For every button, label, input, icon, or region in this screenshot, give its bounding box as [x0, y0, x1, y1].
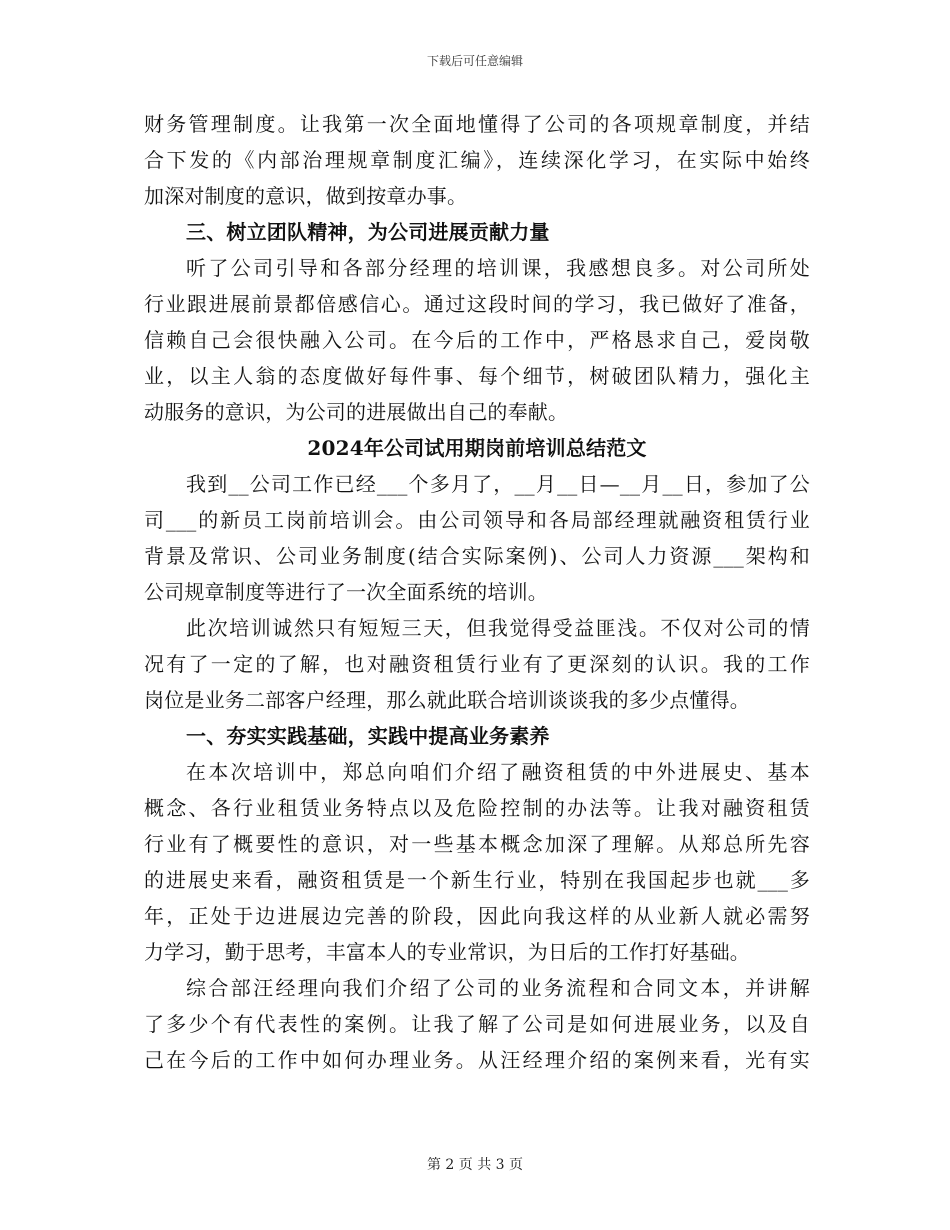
- body-line: 听了公司引导和各部分经理的培训课，我感想良多。对公司所处: [186, 256, 810, 280]
- document-body: [144, 106, 810, 1078]
- body-line: 了多少个有代表性的案例。让我了解了公司是如何进展业务，以及自: [144, 1012, 810, 1036]
- section-heading: 三、树立团队精神，为公司进展贡献力量: [186, 220, 550, 244]
- body-line: 此次培训诚然只有短短三天，但我觉得受益匪浅。不仅对公司的情: [186, 616, 810, 640]
- page-header-note: 下载后可任意编辑: [426, 54, 523, 68]
- body-line: 的进展史来看，融资租赁是一个新生行业，特别在我国起步也就___多: [144, 868, 810, 892]
- section-heading: 一、夯实实践基础，实践中提高业务素养: [186, 724, 550, 748]
- body-line: 背景及常识、公司业务制度(结合实际案例)、公司人力资源___架构和: [144, 544, 810, 568]
- body-line: 加深对制度的意识，做到按章办事。: [144, 184, 468, 208]
- body-line: 己在今后的工作中如何办理业务。从汪经理介绍的案例来看，光有实: [144, 1048, 810, 1072]
- body-line: 行业有了概要性的意识，对一些基本概念加深了理解。从郑总所先容: [144, 832, 810, 856]
- body-line: 岗位是业务二部客户经理，那么就此联合培训谈谈我的多少点懂得。: [144, 688, 750, 712]
- page-number: 第 2 页 共 3 页: [426, 1157, 524, 1173]
- body-line: 公司规章制度等进行了一次全面系统的培训。: [144, 580, 548, 604]
- body-line: 我到__公司工作已经___个多月了，__月__日—__月__日，参加了公: [186, 472, 810, 496]
- document-title: 2024年公司试用期岗前培训总结范文: [307, 436, 647, 460]
- body-line: 信赖自己会很快融入公司。在今后的工作中，严格恳求自己，爱岗敬: [144, 328, 810, 352]
- body-line: 在本次培训中，郑总向咱们介绍了融资租赁的中外进展史、基本: [186, 760, 810, 784]
- body-line: 动服务的意识，为公司的进展做出自己的奉献。: [144, 400, 569, 424]
- body-line: 业，以主人翁的态度做好每件事、每个细节，树破团队精力，强化主: [144, 364, 810, 388]
- body-line: 力学习，勤于思考，丰富本人的专业常识，为日后的工作打好基础。: [144, 940, 750, 964]
- body-line: 司___的新员工岗前培训会。由公司领导和各局部经理就融资租赁行业: [144, 508, 810, 532]
- body-line: 况有了一定的了解，也对融资租赁行业有了更深刻的认识。我的工作: [144, 652, 810, 676]
- body-line: 概念、各行业租赁业务特点以及危险控制的办法等。让我对融资租赁: [144, 796, 810, 820]
- body-line: 财务管理制度。让我第一次全面地懂得了公司的各项规章制度，并结: [144, 112, 810, 136]
- body-line: 行业跟进展前景都倍感信心。通过这段时间的学习，我已做好了准备，: [144, 292, 810, 316]
- body-line: 年，正处于边进展边完善的阶段，因此向我这样的从业新人就必需努: [144, 904, 810, 928]
- body-line: 合下发的《内部治理规章制度汇编》，连续深化学习，在实际中始终: [144, 148, 810, 172]
- body-line: 综合部汪经理向我们介绍了公司的业务流程和合同文本，并讲解: [186, 976, 810, 1000]
